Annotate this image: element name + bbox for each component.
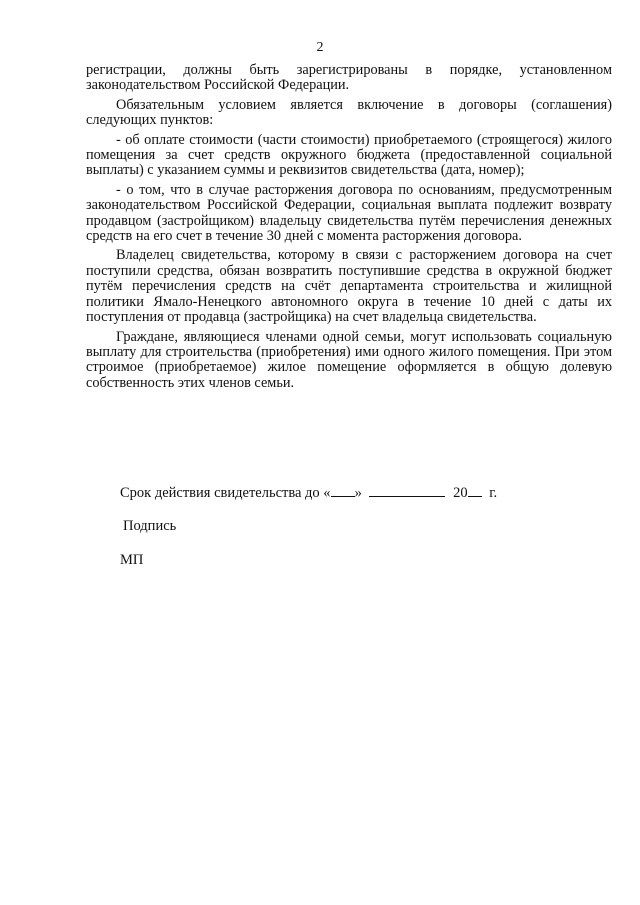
day-blank	[331, 484, 355, 497]
validity-label: Срок действия свидетельства до «	[120, 485, 331, 501]
document-body	[86, 63, 612, 395]
paragraph-family-members: Граждане, являющиеся членами одной семьи, могут использовать социальную выплату для строительства (приобретения) ими одного жилого помещения. При этом строимое (приобретаемое) жилое помещение оформляется в общую долевую собственность этих членов семьи.	[86, 328, 612, 391]
month-blank	[369, 484, 445, 497]
year-prefix: 20	[453, 485, 468, 501]
paragraph-conditions: Обязательным условием является включение в договоры (соглашения) следующих пунктов:	[86, 96, 612, 129]
page-number: 2	[316, 40, 324, 55]
year-blank	[468, 484, 482, 497]
validity-close-quote: »	[354, 485, 362, 501]
validity-line	[120, 484, 497, 502]
paragraph-owner-refund: Владелец свидетельства, которому в связи с расторжением договора на счет поступили средства, обязан возвратить поступившие средства в окружной бюджет путём перечисления средств на счёт департамента строительства и жилищной политики Ямало-Ненецкого автономного округа в течение 10 дней с даты их поступления от продавца (застройщика) на счет владельца свидетельства.	[86, 247, 612, 326]
paragraph-item-payment: - об оплате стоимости (части стоимости) приобретаемого (строящегося) жилого помещения за счет средств окружного бюджета (предоставленной социальной выплаты) с указанием суммы и реквизитов свидетельства (дата, номер);	[86, 131, 612, 179]
stamp-label: МП	[120, 552, 144, 568]
year-suffix: г.	[489, 485, 498, 501]
signature-label: Подпись	[123, 518, 177, 534]
paragraph-continuation: регистрации, должны быть зарегистрированы в порядке, установленном законодательством Российской Федерации.	[86, 62, 612, 94]
paragraph-item-termination: - о том, что в случае расторжения договора по основаниям, предусмотренным законодательством Российской Федерации, социальная выплата подлежит возврату продавцом (застройщиком) владельцу свидетельства путём перечисления денежных средств на его счет в течение 30 дней с момента расторжения договора.	[86, 181, 612, 245]
